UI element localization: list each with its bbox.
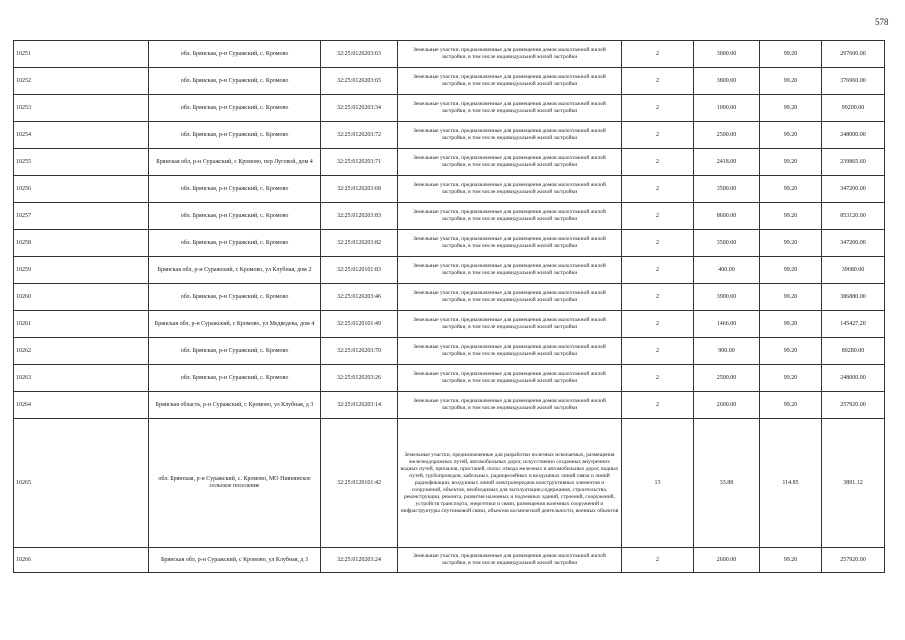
address-cell: Брянская обл, р-н Суражский, с Кромово, ул Медведева, дом 4 [149, 311, 321, 338]
table-row [14, 284, 885, 311]
area-cell: 2600.00 [694, 392, 760, 419]
specific-value-cell: 99.20 [760, 365, 822, 392]
specific-value-cell: 99.20 [760, 203, 822, 230]
use-group-cell: 2 [622, 203, 694, 230]
use-group-cell: 2 [622, 548, 694, 573]
address-cell: Брянская обл, р-н Суражский, с Кромово, пер Луговой, дом 4 [149, 149, 321, 176]
area-cell: 3500.00 [694, 176, 760, 203]
cadastral-value-cell: 39680.00 [822, 257, 885, 284]
land-use-cell: Земельные участки, предназначенные для размещения домов малоэтажной жилой застройки, в том числе индивидуальной жилой застройки [398, 548, 622, 573]
use-group-cell: 2 [622, 230, 694, 257]
cadastral-value-cell: 145427.20 [822, 311, 885, 338]
row-number-cell: 10264 [14, 392, 149, 419]
specific-value-cell: 99.20 [760, 176, 822, 203]
use-group-cell: 2 [622, 68, 694, 95]
cadastral-value-cell: 257920.00 [822, 548, 885, 573]
use-group-cell: 2 [622, 122, 694, 149]
address-cell: обл. Брянская, р-н Суражский, с. Кромово [149, 122, 321, 149]
cadastral-number-cell: 32:25:0120203:65 [321, 68, 398, 95]
address-cell: Брянская обл, р-н Суражский, с Кромово, ул Клубная, д 3 [149, 548, 321, 573]
specific-value-cell: 99.20 [760, 311, 822, 338]
use-group-cell: 2 [622, 284, 694, 311]
cadastral-value-table [13, 40, 885, 573]
table-row [14, 419, 885, 548]
cadastral-value-cell: 248000.00 [822, 122, 885, 149]
table-row [14, 149, 885, 176]
area-cell: 900.00 [694, 338, 760, 365]
use-group-cell: 2 [622, 176, 694, 203]
cadastral-number-cell: 32:25:0120203:71 [321, 149, 398, 176]
specific-value-cell: 99.20 [760, 548, 822, 573]
use-group-cell: 2 [622, 365, 694, 392]
area-cell: 3900.00 [694, 284, 760, 311]
land-use-cell: Земельные участки, предназначенные для размещения домов малоэтажной жилой застройки, в том числе индивидуальной жилой застройки [398, 230, 622, 257]
table-body [14, 41, 885, 573]
cadastral-value-cell: 853120.00 [822, 203, 885, 230]
table-row [14, 311, 885, 338]
row-number-cell: 10254 [14, 122, 149, 149]
address-cell: обл. Брянская, р-н Суражский, с. Кромово [149, 41, 321, 68]
use-group-cell: 2 [622, 41, 694, 68]
use-group-cell: 13 [622, 419, 694, 548]
table-row [14, 392, 885, 419]
area-cell: 2600.00 [694, 548, 760, 573]
table-row [14, 257, 885, 284]
table-row [14, 68, 885, 95]
land-use-cell: Земельные участки, предназначенные для размещения домов малоэтажной жилой застройки, в том числе индивидуальной жилой застройки [398, 149, 622, 176]
cadastral-value-cell: 386880.00 [822, 284, 885, 311]
cadastral-number-cell: 32:25:0120101:49 [321, 311, 398, 338]
specific-value-cell: 99.20 [760, 41, 822, 68]
specific-value-cell: 99.20 [760, 338, 822, 365]
area-cell: 1466.00 [694, 311, 760, 338]
cadastral-number-cell: 32:25:0120203:63 [321, 41, 398, 68]
table-row [14, 338, 885, 365]
row-number-cell: 10257 [14, 203, 149, 230]
address-cell: обл. Брянская, р-н Суражский, с. Кромово [149, 284, 321, 311]
specific-value-cell: 99.20 [760, 392, 822, 419]
address-cell: обл. Брянская, р-н Суражский, с. Кромово [149, 203, 321, 230]
cadastral-value-cell: 376960.00 [822, 68, 885, 95]
cadastral-number-cell: 32:25:0120203:14 [321, 392, 398, 419]
cadastral-value-cell: 297600.00 [822, 41, 885, 68]
cadastral-number-cell: 32:25:0120203:26 [321, 365, 398, 392]
address-cell: обл. Брянская, р-н Суражский, с. Кромово [149, 338, 321, 365]
use-group-cell: 2 [622, 149, 694, 176]
specific-value-cell: 99.20 [760, 284, 822, 311]
address-cell: Брянская область, р-н Суражский, с Кромово, ул Клубная, д 3 [149, 392, 321, 419]
address-cell: обл. Брянская, р-н Суражский, с. Кромово [149, 365, 321, 392]
area-cell: 2418.00 [694, 149, 760, 176]
table-row [14, 548, 885, 573]
address-cell: обл. Брянская, р-н Суражский, с. Кромово [149, 230, 321, 257]
cadastral-number-cell: 32:25:0120203:70 [321, 338, 398, 365]
cadastral-number-cell: 32:25:0120203:34 [321, 95, 398, 122]
table-row [14, 95, 885, 122]
row-number-cell: 10263 [14, 365, 149, 392]
area-cell: 3800.00 [694, 68, 760, 95]
row-number-cell: 10252 [14, 68, 149, 95]
land-use-cell: Земельные участки, предназначенные для размещения домов малоэтажной жилой застройки, в том числе индивидуальной жилой застройки [398, 68, 622, 95]
table-row [14, 203, 885, 230]
use-group-cell: 2 [622, 392, 694, 419]
land-use-cell: Земельные участки, предназначенные для размещения домов малоэтажной жилой застройки, в том числе индивидуальной жилой застройки [398, 41, 622, 68]
land-use-cell: Земельные участки, предназначенные для размещения домов малоэтажной жилой застройки, в том числе индивидуальной жилой застройки [398, 95, 622, 122]
area-cell: 8600.00 [694, 203, 760, 230]
cadastral-value-cell: 257920.00 [822, 392, 885, 419]
use-group-cell: 2 [622, 257, 694, 284]
area-cell: 400.00 [694, 257, 760, 284]
table-row [14, 41, 885, 68]
row-number-cell: 10258 [14, 230, 149, 257]
area-cell: 1000.00 [694, 95, 760, 122]
area-cell: 2500.00 [694, 365, 760, 392]
cadastral-value-cell: 89280.00 [822, 338, 885, 365]
cadastral-number-cell: 32:25:0120101:42 [321, 419, 398, 548]
area-cell: 3000.00 [694, 41, 760, 68]
row-number-cell: 10256 [14, 176, 149, 203]
cadastral-value-cell: 99200.00 [822, 95, 885, 122]
land-use-cell: Земельные участки, предназначенные для размещения домов малоэтажной жилой застройки, в том числе индивидуальной жилой застройки [398, 311, 622, 338]
address-cell: обл. Брянская, р-н Суражский, с. Кромово [149, 95, 321, 122]
area-cell: 3500.00 [694, 230, 760, 257]
row-number-cell: 10259 [14, 257, 149, 284]
land-use-cell: Земельные участки, предназначенные для размещения домов малоэтажной жилой застройки, в том числе индивидуальной жилой застройки [398, 203, 622, 230]
table-row [14, 230, 885, 257]
specific-value-cell: 99.20 [760, 68, 822, 95]
specific-value-cell: 99.20 [760, 257, 822, 284]
page-number: 578 [875, 17, 889, 27]
land-use-cell: Земельные участки, предназначенные для размещения домов малоэтажной жилой застройки, в том числе индивидуальной жилой застройки [398, 176, 622, 203]
table-row [14, 176, 885, 203]
land-use-cell: Земельные участки, предназначенные для размещения домов малоэтажной жилой застройки, в том числе индивидуальной жилой застройки [398, 257, 622, 284]
address-cell: обл. Брянская, р-н Суражский, с. Кромово [149, 68, 321, 95]
use-group-cell: 2 [622, 338, 694, 365]
land-use-cell: Земельные участки, предназначенные для размещения домов малоэтажной жилой застройки, в том числе индивидуальной жилой застройки [398, 338, 622, 365]
land-use-cell: Земельные участки, предназначенные для разработки полезных ископаемых, размещения железнодорожных путей, автомобильных дорог, искусственно созданных внутренних водных путей, причалов, пристаней, полос отвода железных и автомобильных дорог, водных путей, трубопроводов, кабельных, радиорелейных и воздушных линий связи и линий радиофикации, воздушных линий электропередачи конструктивных элементов и сооружений, объектов, необходимых для эксплуатации,содержания, строительства, реконструкции, ремонта, развития наземных и подземных зданий, строений, сооружений, устройств транспорта, энергетики и связи, размещения наземных сооружений и инфраструктуры спутниковой связи, объектов космической деятельности, военных объектов [398, 419, 622, 548]
address-cell: Брянская обл, р-н Суражский, с Кромово, ул Клубная, дом 2 [149, 257, 321, 284]
cadastral-number-cell: 32:25:0120203:46 [321, 284, 398, 311]
cadastral-number-cell: 32:25:0120203:83 [321, 203, 398, 230]
row-number-cell: 10266 [14, 548, 149, 573]
cadastral-number-cell: 32:25:0120203:72 [321, 122, 398, 149]
cadastral-value-cell: 3891.12 [822, 419, 885, 548]
land-use-cell: Земельные участки, предназначенные для размещения домов малоэтажной жилой застройки, в том числе индивидуальной жилой застройки [398, 284, 622, 311]
specific-value-cell: 99.20 [760, 230, 822, 257]
cadastral-number-cell: 32:25:0120101:83 [321, 257, 398, 284]
land-use-cell: Земельные участки, предназначенные для размещения домов малоэтажной жилой застройки, в том числе индивидуальной жилой застройки [398, 365, 622, 392]
specific-value-cell: 114.85 [760, 419, 822, 548]
specific-value-cell: 99.20 [760, 95, 822, 122]
row-number-cell: 10260 [14, 284, 149, 311]
land-use-cell: Земельные участки, предназначенные для размещения домов малоэтажной жилой застройки, в том числе индивидуальной жилой застройки [398, 392, 622, 419]
cadastral-value-cell: 347200.00 [822, 176, 885, 203]
cadastral-number-cell: 32:25:0120203:68 [321, 176, 398, 203]
row-number-cell: 10251 [14, 41, 149, 68]
specific-value-cell: 99.20 [760, 149, 822, 176]
table-row [14, 122, 885, 149]
cadastral-number-cell: 32:25:0120203:82 [321, 230, 398, 257]
table-row [14, 365, 885, 392]
specific-value-cell: 99.20 [760, 122, 822, 149]
row-number-cell: 10262 [14, 338, 149, 365]
row-number-cell: 10253 [14, 95, 149, 122]
use-group-cell: 2 [622, 311, 694, 338]
address-cell: обл. Брянская, р-н Суражский, с. Кромово, МО Нивнянское сельское поселение [149, 419, 321, 548]
area-cell: 2500.00 [694, 122, 760, 149]
cadastral-value-cell: 239865.60 [822, 149, 885, 176]
cadastral-value-cell: 248000.00 [822, 365, 885, 392]
row-number-cell: 10255 [14, 149, 149, 176]
row-number-cell: 10261 [14, 311, 149, 338]
cadastral-number-cell: 32:25:0120203:24 [321, 548, 398, 573]
use-group-cell: 2 [622, 95, 694, 122]
area-cell: 33.88 [694, 419, 760, 548]
cadastral-value-cell: 347200.00 [822, 230, 885, 257]
land-use-cell: Земельные участки, предназначенные для размещения домов малоэтажной жилой застройки, в том числе индивидуальной жилой застройки [398, 122, 622, 149]
row-number-cell: 10265 [14, 419, 149, 548]
address-cell: обл. Брянская, р-н Суражский, с. Кромово [149, 176, 321, 203]
